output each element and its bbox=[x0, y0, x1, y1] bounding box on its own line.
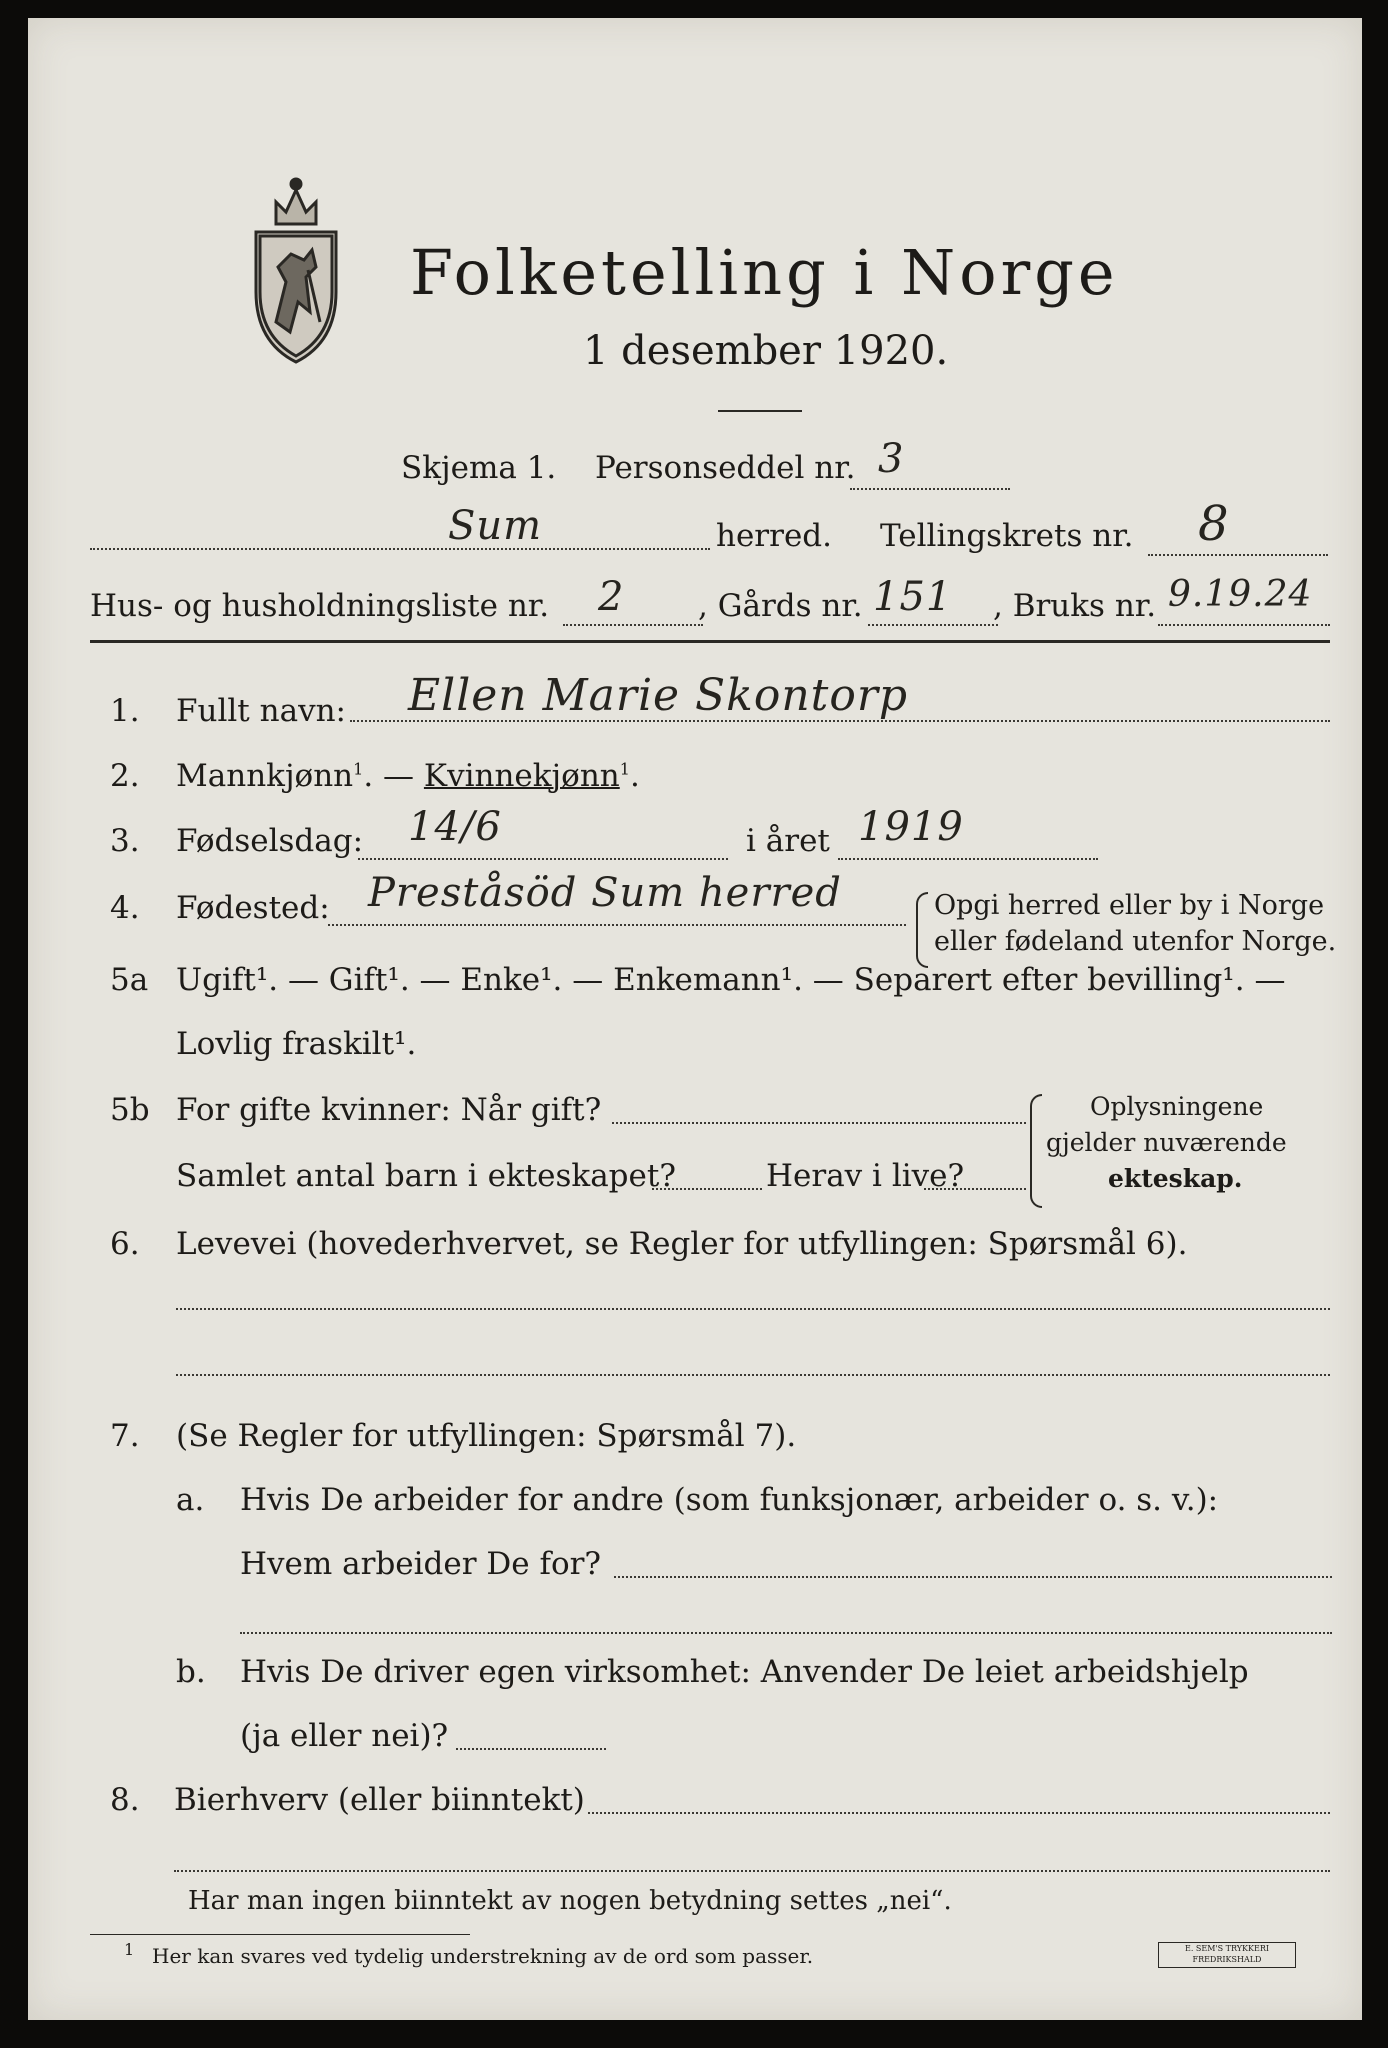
tellingskrets-line bbox=[1148, 554, 1328, 556]
q2-sup-2: 1 bbox=[619, 759, 630, 779]
footnote-mark: 1 bbox=[124, 1940, 135, 1959]
herred-value[interactable]: Sum bbox=[448, 503, 543, 549]
q2-sup-1: 1 bbox=[353, 759, 364, 779]
q5a-number: 5a bbox=[110, 962, 149, 998]
q5b-alive-line[interactable] bbox=[924, 1188, 1026, 1190]
footnote-text: Her kan svares ved tydelig understrekning av de ord som passer. bbox=[152, 1944, 814, 1968]
q3-year-value[interactable]: 1919 bbox=[858, 804, 964, 850]
q2-female-option[interactable]: Kvinnekjønn bbox=[423, 758, 620, 794]
q3-number: 3. bbox=[110, 823, 140, 859]
q3-birthday-value[interactable]: 14/6 bbox=[408, 804, 502, 850]
q3-line bbox=[358, 858, 728, 860]
q5b-note-line-1: Oplysningene bbox=[1090, 1092, 1264, 1121]
q5b-number: 5b bbox=[110, 1092, 150, 1128]
tellingskrets-value[interactable]: 8 bbox=[1198, 496, 1230, 552]
q8-number: 8. bbox=[110, 1782, 140, 1818]
q2-separator: . — bbox=[363, 758, 424, 794]
personseddel-value[interactable]: 3 bbox=[878, 436, 905, 482]
q5b-alive-label: Herav i live? bbox=[766, 1158, 965, 1194]
gards-line bbox=[868, 624, 998, 626]
personseddel-line bbox=[850, 488, 1010, 490]
q5b-children-line[interactable] bbox=[652, 1188, 762, 1190]
q1-label: Fullt navn: bbox=[176, 693, 346, 729]
q4-label: Fødested: bbox=[176, 890, 330, 926]
q6-line-2[interactable] bbox=[176, 1374, 1330, 1376]
skjema-label: Skjema 1. bbox=[401, 450, 557, 486]
q7a-letter: a. bbox=[176, 1482, 205, 1518]
hus-value[interactable]: 2 bbox=[598, 574, 625, 620]
q7b-label: Hvis De driver egen virksomhet: Anvender De leiet arbeidshjelp bbox=[240, 1654, 1249, 1690]
gards-label: , Gårds nr. bbox=[698, 588, 863, 624]
q5b-note-line-2: gjelder nuværende bbox=[1046, 1128, 1287, 1157]
q7a-employer-label: Hvem arbeider De for? bbox=[240, 1546, 602, 1582]
q8-line[interactable] bbox=[588, 1812, 1330, 1814]
personseddel-label: Personseddel nr. bbox=[595, 450, 856, 486]
q4-brace bbox=[916, 892, 928, 968]
title-divider bbox=[718, 410, 802, 412]
q3-year-label: i året bbox=[746, 823, 830, 859]
q7a-employer-line-2[interactable] bbox=[240, 1632, 1332, 1634]
q2-sex-options: Mannkjønn$^1$. — Kvinnekjønn$^1$. bbox=[176, 758, 640, 794]
q8-label: Bierhverv (eller biinntekt) bbox=[174, 1782, 585, 1818]
q5a-marital-options-2[interactable]: Lovlig fraskilt¹. bbox=[176, 1026, 417, 1062]
hus-line bbox=[563, 624, 703, 626]
q7-label: (Se Regler for utfyllingen: Spørsmål 7). bbox=[176, 1418, 797, 1454]
q3-label: Fødselsdag: bbox=[176, 823, 364, 859]
q4-note-line-1: Opgi herred eller by i Norge bbox=[934, 890, 1325, 921]
hus-label: Hus- og husholdningsliste nr. bbox=[90, 588, 550, 624]
q5b-note-line-3: ekteskap. bbox=[1108, 1164, 1243, 1193]
header-separator bbox=[90, 640, 1330, 643]
q7a-employer-line[interactable] bbox=[614, 1576, 1332, 1578]
q2-male-option[interactable]: Mannkjønn bbox=[176, 758, 354, 794]
q4-line bbox=[328, 924, 906, 926]
q5a-marital-options[interactable]: Ugift¹. — Gift¹. — Enke¹. — Enkemann¹. — Separert efter bevilling¹. — bbox=[176, 962, 1286, 998]
q1-number: 1. bbox=[110, 693, 140, 729]
q4-birthplace-value[interactable]: Preståsöd Sum herred bbox=[368, 870, 842, 916]
q5b-married-when-label: For gifte kvinner: Når gift? bbox=[176, 1092, 602, 1128]
footnote-separator bbox=[90, 1934, 470, 1935]
q3-year-line bbox=[838, 858, 1098, 860]
gards-value[interactable]: 151 bbox=[873, 574, 953, 620]
herred-label: herred. bbox=[716, 518, 832, 554]
form-title: Folketelling i Norge bbox=[410, 236, 1119, 309]
q7-number: 7. bbox=[110, 1418, 140, 1454]
q7b-yes-no-label: (ja eller nei)? bbox=[240, 1718, 449, 1754]
q7b-letter: b. bbox=[176, 1654, 206, 1690]
norway-coat-of-arms-icon bbox=[246, 172, 346, 372]
q6-number: 6. bbox=[110, 1226, 140, 1262]
no-income-note: Har man ingen biinntekt av nogen betydning settes „nei“. bbox=[188, 1886, 952, 1916]
q2-number: 2. bbox=[110, 758, 140, 794]
q7a-label: Hvis De arbeider for andre (som funksjonær, arbeider o. s. v.): bbox=[240, 1482, 1219, 1518]
census-form-sheet bbox=[28, 18, 1362, 2020]
bruks-value[interactable]: 9.19.24 bbox=[1168, 574, 1313, 615]
census-date: 1 desember 1920. bbox=[583, 328, 949, 374]
herred-line bbox=[90, 548, 710, 550]
q7b-yes-no-line[interactable] bbox=[456, 1748, 606, 1750]
bruks-label: , Bruks nr. bbox=[993, 588, 1157, 624]
q1-full-name-value[interactable]: Ellen Marie Skontorp bbox=[408, 670, 909, 721]
q5b-brace bbox=[1030, 1094, 1042, 1208]
tellingskrets-label: Tellingskrets nr. bbox=[880, 518, 1134, 554]
q4-note-line-2: eller fødeland utenfor Norge. bbox=[934, 926, 1337, 957]
printer-stamp: E. SEM'S TRYKKERI FREDRIKSHALD bbox=[1158, 1942, 1296, 1968]
q6-label: Levevei (hovederhvervet, se Regler for utfyllingen: Spørsmål 6). bbox=[176, 1226, 1188, 1262]
q5b-children-label: Samlet antal barn i ekteskapet? bbox=[176, 1158, 676, 1194]
q6-line-1[interactable] bbox=[176, 1308, 1330, 1310]
q8-line-2[interactable] bbox=[174, 1870, 1330, 1872]
q5b-married-when-line[interactable] bbox=[612, 1122, 1026, 1124]
q4-number: 4. bbox=[110, 890, 140, 926]
bruks-line bbox=[1158, 624, 1330, 626]
